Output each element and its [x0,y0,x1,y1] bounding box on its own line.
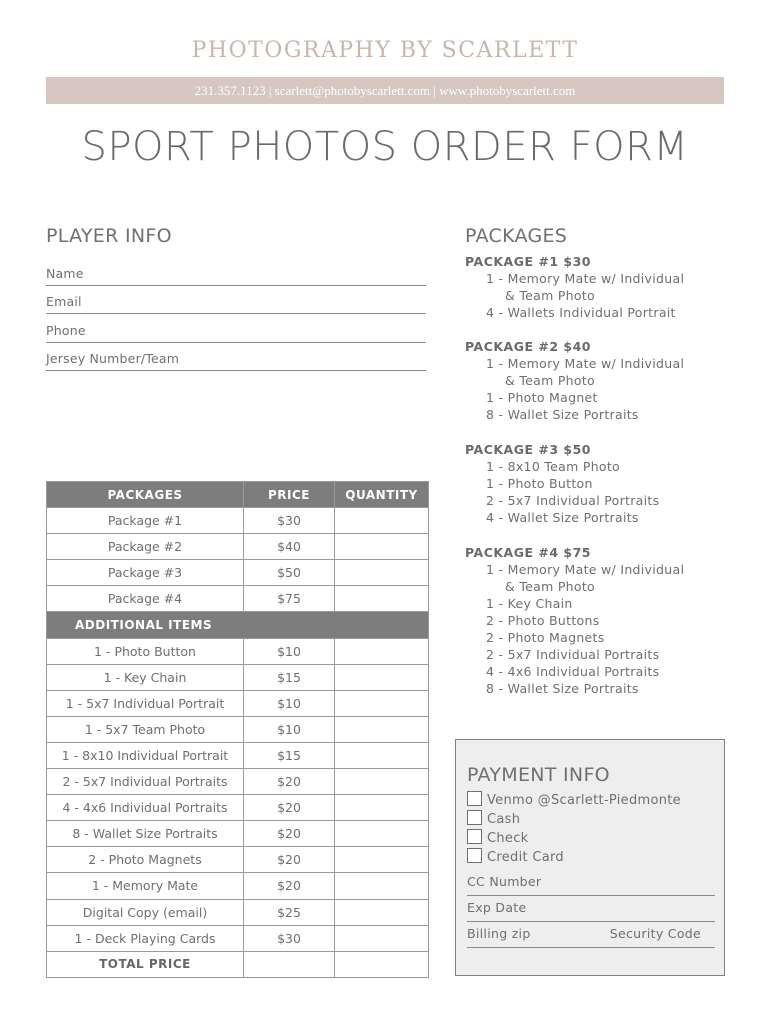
table-row [47,586,429,612]
billing-zip-field[interactable] [467,926,715,948]
table-row [47,742,429,768]
additional-items-header-row [47,612,429,638]
item-name: Digital Copy (email) [47,899,244,925]
table-row [47,821,429,847]
quantity-cell[interactable] [335,821,429,847]
item-name: 2 - 5x7 Individual Portraits [47,769,244,795]
table-row [47,795,429,821]
quantity-cell[interactable] [335,847,429,873]
item-price: $20 [244,847,335,873]
quantity-cell[interactable] [335,873,429,899]
table-row [47,508,429,534]
option-label: Check [487,831,529,846]
order-table [46,481,429,978]
package-title: PACKAGE #1 $30 [465,254,591,269]
table-row [47,560,429,586]
item-name: 1 - 5x7 Team Photo [47,716,244,742]
item-price: $50 [244,560,335,586]
quantity-cell[interactable] [335,638,429,664]
item-name: 1 - Key Chain [47,664,244,690]
package-item: 4 - Wallets Individual Portrait [486,305,676,320]
item-price: $15 [244,742,335,768]
payment-info-panel [455,739,725,976]
item-name: 8 - Wallet Size Portraits [47,821,244,847]
package-item: 2 - 5x7 Individual Portraits [486,647,660,662]
quantity-cell[interactable] [335,664,429,690]
package-item: & Team Photo [505,288,595,303]
packages-heading: PACKAGES [465,225,568,247]
package-item: & Team Photo [505,579,595,594]
package-item: 2 - Photo Magnets [486,630,605,645]
item-name: 1 - Photo Button [47,638,244,664]
package-title: PACKAGE #3 $50 [465,442,591,457]
package-item: 1 - Memory Mate w/ Individual [486,271,685,286]
payment-option-cash[interactable] [467,810,520,827]
quantity-cell[interactable] [335,586,429,612]
quantity-cell[interactable] [335,795,429,821]
package-item: & Team Photo [505,373,595,388]
package-item: 8 - Wallet Size Portraits [486,681,639,696]
checkbox[interactable] [467,848,482,863]
package-title: PACKAGE #4 $75 [465,545,591,560]
total-price-cell[interactable] [244,951,335,977]
quantity-cell[interactable] [335,769,429,795]
item-price: $20 [244,795,335,821]
item-name: Package #4 [47,586,244,612]
package-3-block [465,441,735,526]
item-price: $75 [244,586,335,612]
table-row [47,664,429,690]
item-price: $20 [244,769,335,795]
quantity-cell[interactable] [335,508,429,534]
name-field[interactable]: Name [46,258,426,286]
package-item: 1 - Photo Button [486,476,593,491]
payment-option-venmo[interactable] [467,791,681,808]
item-name: 1 - Deck Playing Cards [47,925,244,951]
item-price: $20 [244,821,335,847]
quantity-cell[interactable] [335,925,429,951]
package-item: 8 - Wallet Size Portraits [486,407,639,422]
item-name: 1 - Memory Mate [47,873,244,899]
table-row [47,534,429,560]
billing-zip-label: Billing zip [467,926,531,941]
payment-option-credit-card[interactable] [467,848,564,865]
item-price: $10 [244,716,335,742]
item-price: $30 [244,925,335,951]
package-4-block [465,544,735,697]
item-name: Package #3 [47,560,244,586]
item-name: 4 - 4x6 Individual Portraits [47,795,244,821]
item-name: 1 - 5x7 Individual Portrait [47,690,244,716]
table-row [47,899,429,925]
table-row [47,925,429,951]
checkbox[interactable] [467,829,482,844]
table-row [47,638,429,664]
quantity-cell[interactable] [335,690,429,716]
package-item: 1 - Memory Mate w/ Individual [486,356,685,371]
phone-field[interactable]: Phone [46,315,426,343]
column-header-quantity: QUANTITY [335,482,429,508]
exp-date-field[interactable]: Exp Date [467,900,715,922]
table-row [47,873,429,899]
package-item: 1 - Photo Magnet [486,390,598,405]
player-info-heading: PLAYER INFO [46,225,172,247]
item-price: $20 [244,873,335,899]
brand-name: PHOTOGRAPHY BY SCARLETT [191,38,579,63]
table-header-row [47,482,429,508]
item-name: 1 - 8x10 Individual Portrait [47,742,244,768]
package-2-block [465,338,735,423]
item-price: $25 [244,899,335,925]
item-name: Package #2 [47,534,244,560]
package-item: 4 - Wallet Size Portraits [486,510,639,525]
quantity-cell[interactable] [335,716,429,742]
package-item: 2 - Photo Buttons [486,613,600,628]
quantity-cell[interactable] [335,534,429,560]
total-quantity-cell[interactable] [335,951,429,977]
table-row [47,847,429,873]
security-code-label: Security Code [609,926,701,941]
package-item: 1 - 8x10 Team Photo [486,459,621,474]
package-title: PACKAGE #2 $40 [465,339,591,354]
quantity-cell[interactable] [335,899,429,925]
quantity-cell[interactable] [335,560,429,586]
table-row [47,716,429,742]
option-label: Cash [487,812,521,827]
payment-option-check[interactable] [467,829,529,846]
cc-number-field[interactable]: CC Number [467,874,715,896]
checkbox[interactable] [467,810,482,825]
item-name: 2 - Photo Magnets [47,847,244,873]
jersey-team-field[interactable]: Jersey Number/Team [46,343,426,371]
column-header-packages: PACKAGES [47,482,244,508]
column-header-price: PRICE [244,482,335,508]
package-1-block [465,253,735,321]
item-price: $15 [244,664,335,690]
item-price: $10 [244,638,335,664]
additional-items-heading: ADDITIONAL ITEMS [47,612,429,638]
table-row [47,690,429,716]
package-item: 1 - Memory Mate w/ Individual [486,562,685,577]
item-name: Package #1 [47,508,244,534]
item-price: $30 [244,508,335,534]
item-price: $10 [244,690,335,716]
quantity-cell[interactable] [335,742,429,768]
checkbox[interactable] [467,791,482,806]
table-row [47,769,429,795]
payment-info-heading: PAYMENT INFO [467,764,610,786]
item-price: $40 [244,534,335,560]
package-item: 2 - 5x7 Individual Portraits [486,493,660,508]
contact-bar: 231.357.1123 | scarlett@photobyscarlett.com | www.photobyscarlett.com [46,77,724,104]
page-title: SPORT PHOTOS ORDER FORM [81,124,689,170]
total-price-label: TOTAL PRICE [47,951,244,977]
package-item: 1 - Key Chain [486,596,573,611]
package-item: 4 - 4x6 Individual Portraits [486,664,660,679]
option-label: Credit Card [487,850,564,865]
total-row [47,951,429,977]
email-field[interactable]: Email [46,286,426,314]
option-label: Venmo @Scarlett-Piedmonte [487,793,681,808]
